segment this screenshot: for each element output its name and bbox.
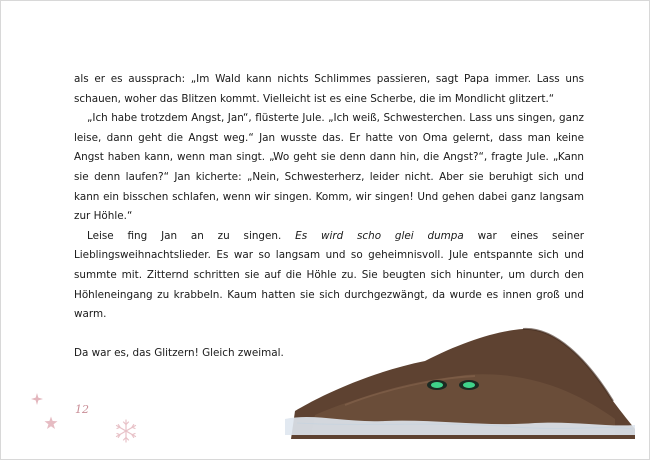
paragraph-4: Da war es, das Glitzern! Gleich zweimal. bbox=[74, 347, 284, 360]
cave-hill-illustration bbox=[285, 323, 635, 460]
paragraph-1 bbox=[74, 70, 584, 90]
paragraph-1-line-2: schauen, woher das Blitzen kommt. Vielleicht ist es eine Scherbe, die im Mondlicht glitzert.“ bbox=[74, 92, 555, 105]
song-title: Es wird scho glei dumpa bbox=[295, 229, 464, 242]
paragraph-3-text-a: Leise fing Jan an zu singen. bbox=[87, 229, 296, 242]
paragraph-3-text-b: war eines seiner Lieblingsweihnachtslieder. Es war so langsam und so geheimnisvoll. Jule entspannte sich und summte mit. Zitternd schritten sie auf die Höhle zu. Sie beugten sich hinunter, um durch den Höhleneingang zu krabbeln. Kaum hatten sie sich durchgezwängt, da wurde es innen groß und warm. bbox=[74, 229, 584, 321]
snowflake-icon bbox=[114, 419, 138, 443]
paragraph-1-continued bbox=[74, 90, 584, 110]
paragraph-2: „Ich habe trotzdem Angst, Jan“, flüsterte Jule. „Ich weiß, Schwesterchen. Lass uns singen, ganz leise, dann geht die Angst weg.“ Jan wusste das. Er hatte von Oma gelernt, dass man keine Angst haben kann, wenn man singt. „Wo geht sie denn dann hin, die Angst?“, fragte Jule. „Kann sie denn laufen?“ Jan kicherte: „Nein, Schwesterherz, leider nicht. Aber sie beruhigt sich und kann ein bisschen schlafen, wenn wir singen. Komm, wir singen! Und gehen dabei ganz langsam zur Höhle.“ bbox=[74, 112, 584, 223]
small-star-icon bbox=[31, 393, 43, 405]
star-icon bbox=[44, 416, 58, 430]
story-text bbox=[74, 70, 584, 364]
page-number: 12 bbox=[75, 403, 89, 416]
paragraph-3 bbox=[74, 227, 584, 325]
paragraph-1-line-1: als er es aussprach: „Im Wald kann nichts Schlimmes passieren, sagt Papa immer. Lass uns bbox=[74, 73, 584, 85]
